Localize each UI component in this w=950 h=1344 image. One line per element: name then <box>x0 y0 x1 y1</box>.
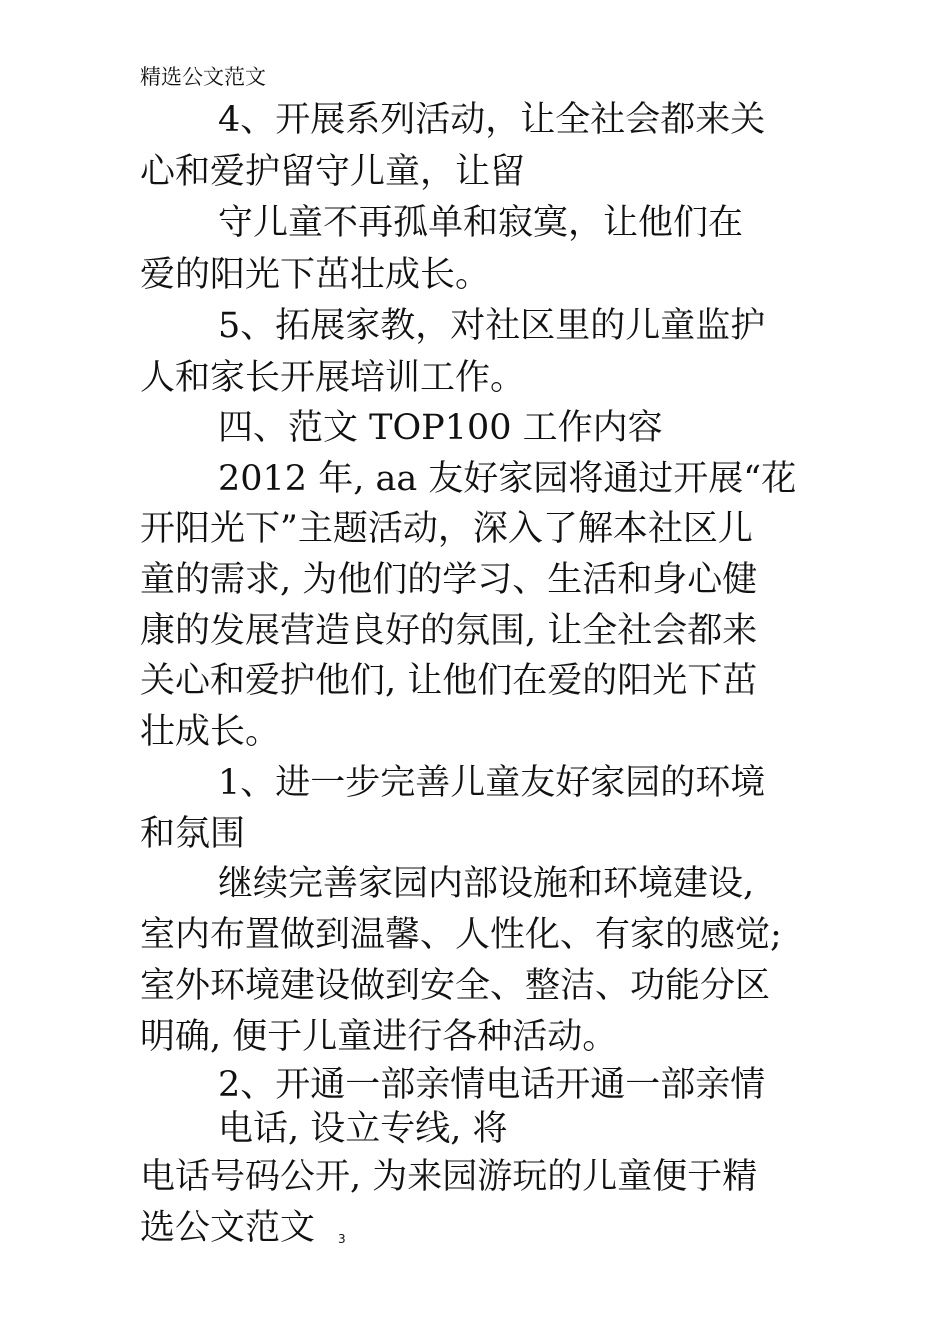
subheading-line: 和氛围 <box>140 814 246 854</box>
paragraph-line: 开阳光下”主题活动，深入了解本社区儿 <box>140 509 753 549</box>
paragraph-line: 2012 年, aa 友好家园将通过开展“花 <box>218 459 797 499</box>
paragraph-line: 人和家长开展培训工作。 <box>140 358 526 398</box>
paragraph-line: 继续完善家园内部设施和环境建设, <box>218 864 755 904</box>
paragraph-line: 壮成长。 <box>140 712 281 752</box>
paragraph-line: 关心和爱护他们, 让他们在爱的阳光下茁 <box>140 661 758 701</box>
paragraph-line: 童的需求, 为他们的学习、生活和身心健 <box>140 560 758 600</box>
subheading-line: 1、进一步完善儿童友好家园的环境 <box>218 763 766 803</box>
subheading-line: 2、开通一部亲情电话开通一部亲情 <box>218 1065 766 1105</box>
paragraph-line: 康的发展营造良好的氛围, 让全社会都来 <box>140 611 758 651</box>
paragraph-line: 电话, 设立专线, 将 <box>218 1109 508 1149</box>
paragraph-line: 5、拓展家教，对社区里的儿童监护 <box>218 306 766 346</box>
paragraph-line: 4、开展系列活动，让全社会都来关 <box>218 100 766 140</box>
paragraph-line: 选公文范文 <box>140 1208 316 1248</box>
section-heading: 四、范文 TOP100 工作内容 <box>218 408 663 448</box>
page-header: 精选公文范文 <box>140 65 266 89</box>
paragraph-line: 室内布置做到温馨、人性化、有家的感觉; <box>140 915 782 955</box>
paragraph-line: 心和爱护留守儿童，让留 <box>140 152 526 192</box>
paragraph-line: 守儿童不再孤单和寂寞，让他们在 <box>218 203 744 243</box>
page-number: 3 <box>338 1232 346 1246</box>
paragraph-line: 爱的阳光下茁壮成长。 <box>140 255 491 295</box>
paragraph-line: 室外环境建设做到安全、整洁、功能分区 <box>140 966 771 1006</box>
paragraph-line: 电话号码公开, 为来园游玩的儿童便于精 <box>140 1157 758 1197</box>
paragraph-line: 明确, 便于儿童进行各种活动。 <box>140 1017 618 1057</box>
